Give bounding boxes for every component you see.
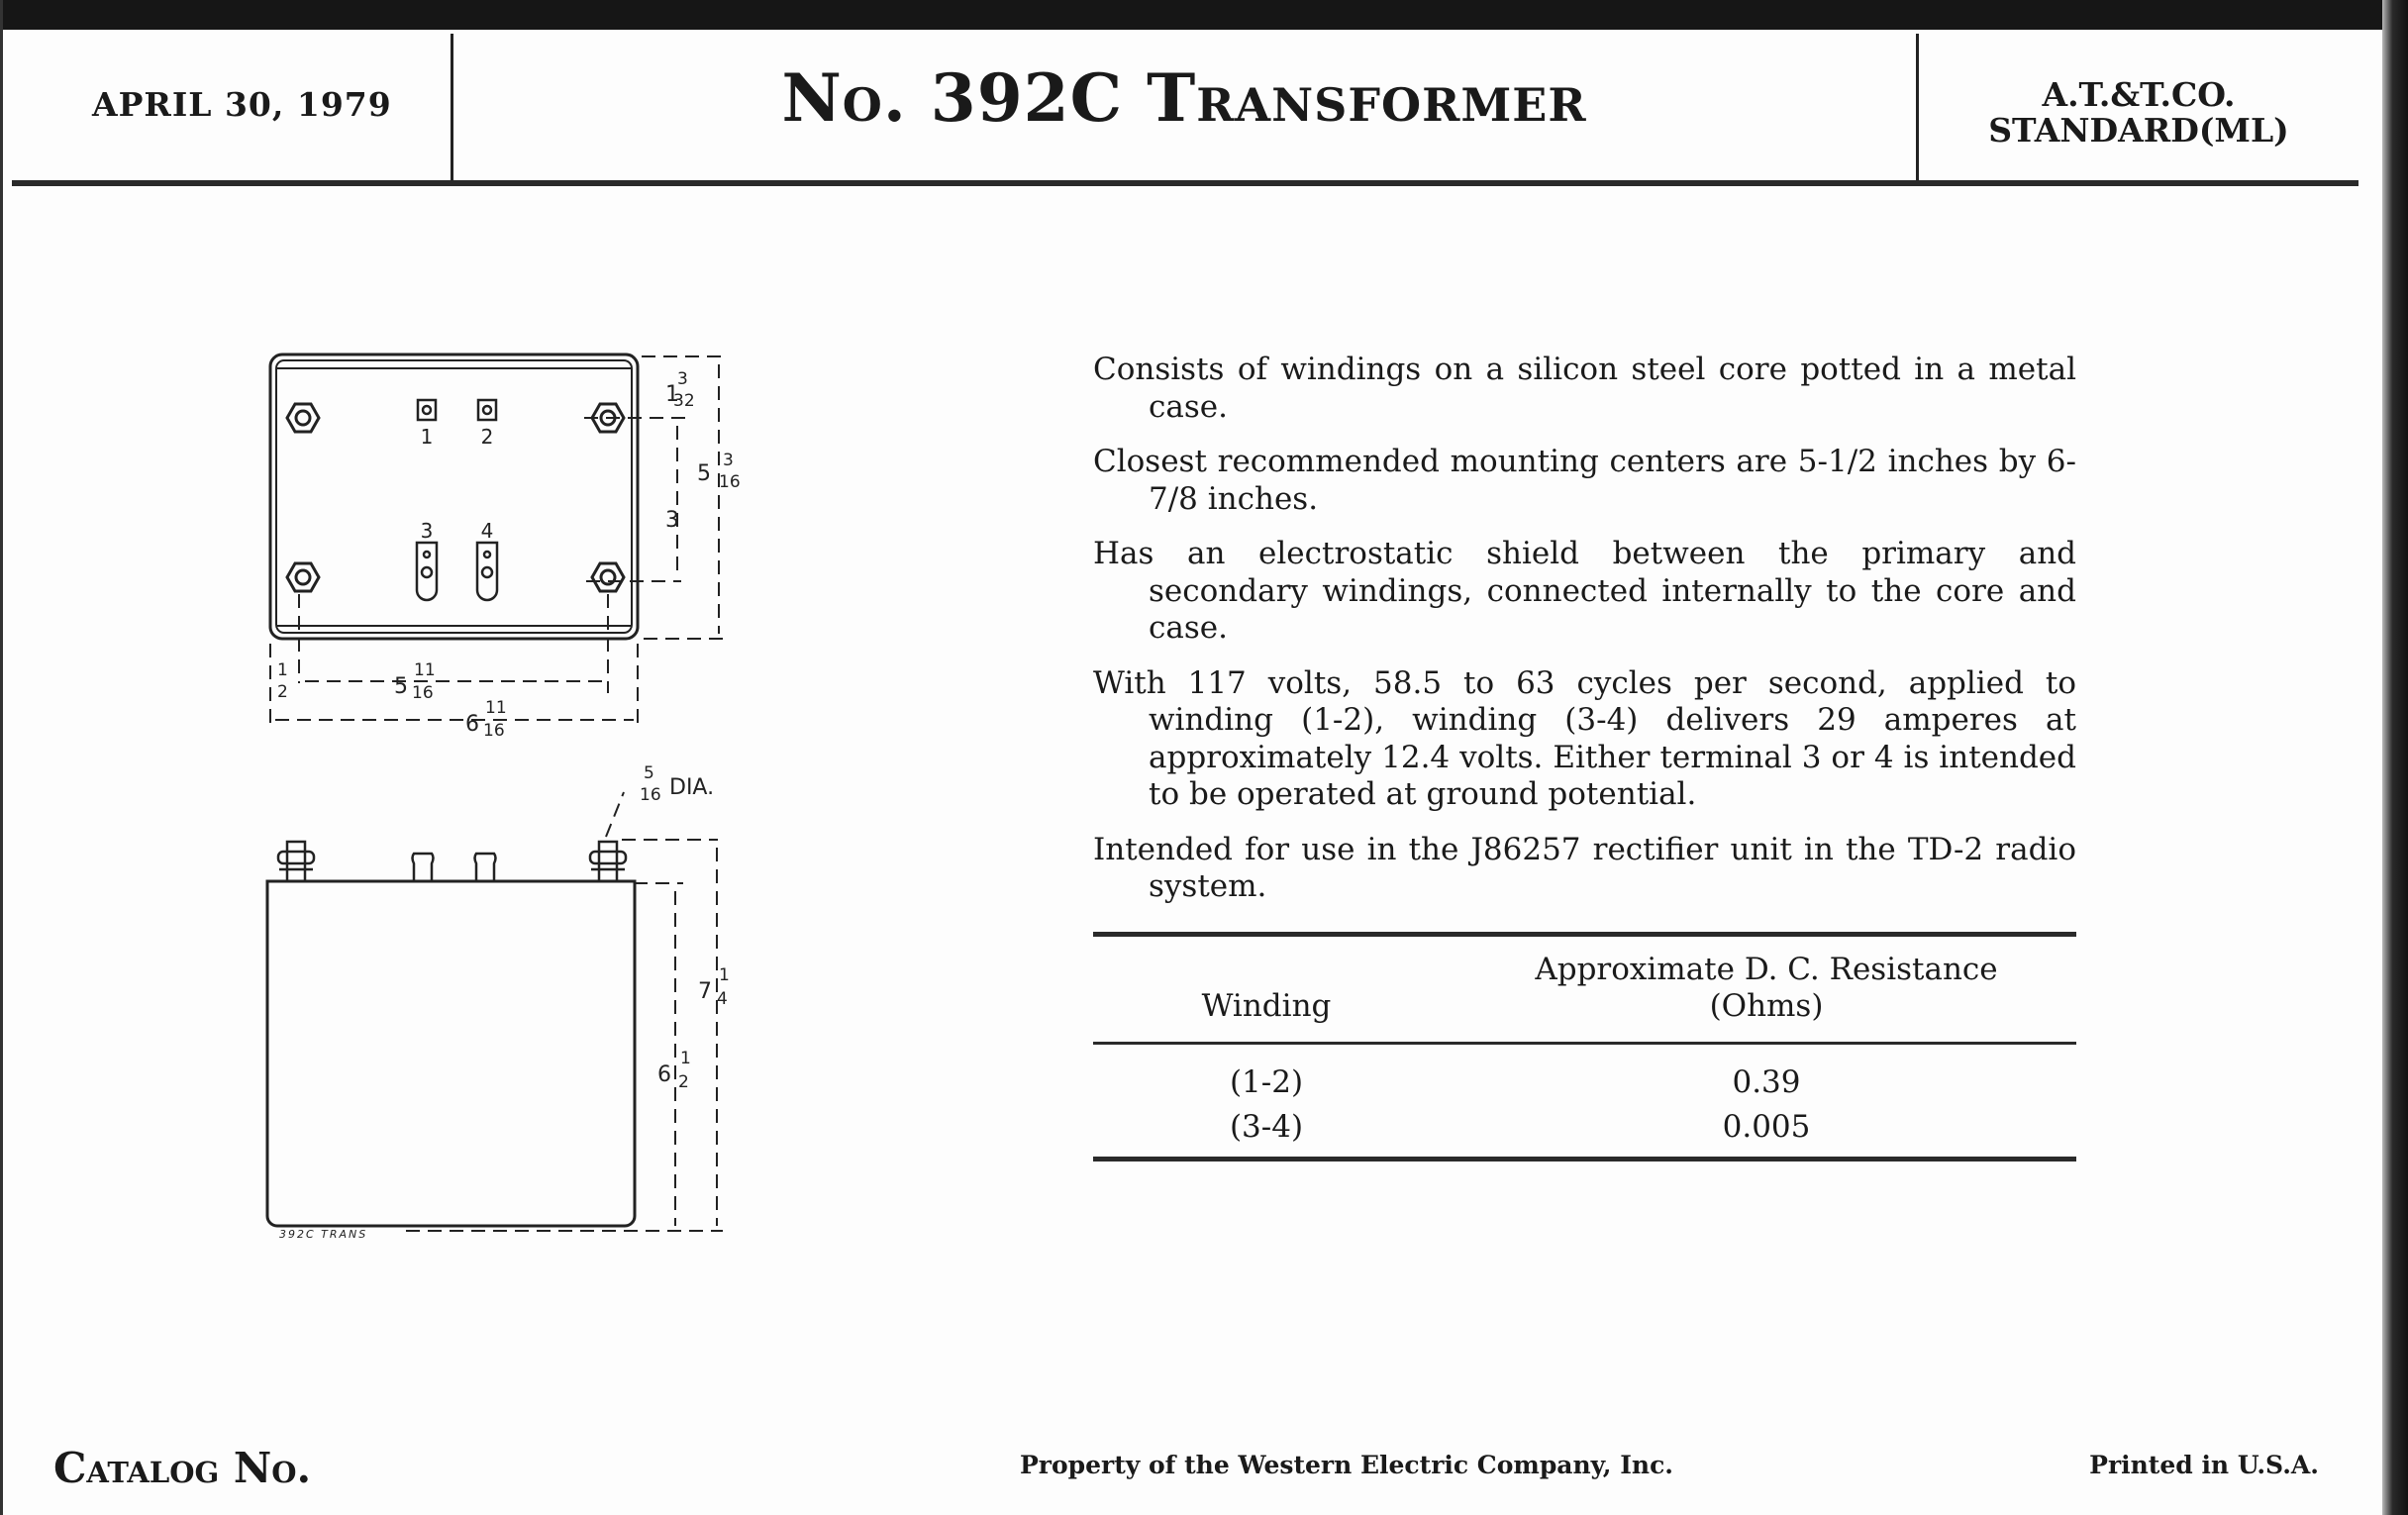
dim-num: 11 (414, 660, 436, 680)
dim-num: 3 (723, 451, 734, 470)
dim-num: 1 (680, 1049, 691, 1068)
dim-den: 16 (483, 721, 505, 741)
description (1093, 352, 2076, 924)
scan-right-edge (2382, 0, 2408, 1515)
dim-den: 32 (673, 391, 695, 411)
table-header-rule (1093, 1042, 2076, 1045)
terminal-1-icon (418, 400, 436, 420)
dim-whole: 1 (665, 382, 679, 407)
column-header-resistance-unit: (Ohms) (1709, 988, 1824, 1024)
standard-label (1921, 77, 2357, 149)
mounting-stud-icon (278, 842, 314, 881)
dim-num: 1 (719, 965, 730, 985)
dim-num: 3 (677, 369, 688, 389)
table-top-rule (1093, 932, 2076, 937)
mounting-nut-icon (287, 404, 319, 432)
description-paragraph: Closest recommended mounting centers are 5-1/2 inches by 6-7/8 inches. (1093, 444, 2076, 517)
dim-num: 1 (277, 660, 288, 680)
winding-cell: (1-2) (1229, 1064, 1304, 1100)
table-bottom-rule (1093, 1157, 2076, 1162)
page-title: No. 392C Transformer (781, 59, 1587, 137)
catalog-number-label: Catalog No. (53, 1444, 312, 1492)
description-paragraph: Intended for use in the J86257 rectifier unit in the TD-2 radio system. (1093, 831, 2076, 904)
transformer-drawing (0, 0, 891, 1287)
dim-suffix: DIA. (669, 775, 715, 800)
dim-whole: 3 (665, 508, 679, 533)
dim-whole: 6 (465, 712, 479, 737)
dim-den: 16 (719, 472, 741, 492)
column-header-resistance: Approximate D. C. Resistance (1535, 952, 1998, 987)
header-divider (1916, 34, 1919, 182)
dim-num: 11 (485, 698, 507, 718)
terminal-post-icon (475, 854, 496, 881)
dim-whole: 7 (698, 979, 712, 1004)
drawing-caption: 392C TRANS (279, 1228, 368, 1241)
dimension-labels (277, 369, 741, 1092)
terminal-post-icon (413, 854, 434, 881)
dim-den: 16 (640, 785, 661, 805)
description-paragraph: Has an electrostatic shield between the primary and secondary windings, connected internally to the core and case. (1093, 536, 2076, 646)
mounting-nut-icon (592, 563, 624, 591)
standard-line-1: A.T.&T.CO. (2042, 75, 2236, 114)
terminal-label: 4 (480, 519, 494, 543)
mounting-stud-icon (590, 842, 626, 881)
dim-den: 4 (717, 989, 728, 1009)
terminal-label: 2 (480, 425, 494, 449)
dim-num: 5 (644, 763, 654, 783)
dim-whole: 6 (657, 1062, 671, 1087)
winding-cell: (3-4) (1229, 1109, 1304, 1145)
dim-whole: 5 (394, 674, 408, 699)
top-view-case (270, 354, 638, 639)
dim-den: 2 (678, 1072, 689, 1092)
terminal-2-icon (478, 400, 496, 420)
printed-in-notice: Printed in U.S.A. (2089, 1451, 2319, 1479)
resistance-cell: 0.005 (1722, 1109, 1811, 1145)
property-notice: Property of the Western Electric Company, Inc. (1020, 1451, 1674, 1479)
terminal-label: 1 (420, 425, 434, 449)
issue-date: APRIL 30, 1979 (92, 85, 392, 124)
standard-line-2: STANDARD(ML) (1988, 111, 2289, 150)
dim-den: 2 (277, 682, 288, 702)
terminal-label: 3 (420, 519, 434, 543)
column-header-winding: Winding (1201, 988, 1332, 1024)
dim-whole: 5 (697, 461, 711, 486)
resistance-cell: 0.39 (1732, 1064, 1801, 1100)
dim-den: 16 (412, 683, 434, 703)
description-paragraph: Consists of windings on a silicon steel core potted in a metal case. (1093, 352, 2076, 425)
side-view-case (267, 881, 635, 1226)
mounting-nut-icon (287, 563, 319, 591)
description-paragraph: With 117 volts, 58.5 to 63 cycles per second, applied to winding (1-2), winding (3-4) delivers 29 amperes at approximately 12.4 volts. Either terminal 3 or 4 is intended to be operated at ground potential. (1093, 664, 2076, 812)
